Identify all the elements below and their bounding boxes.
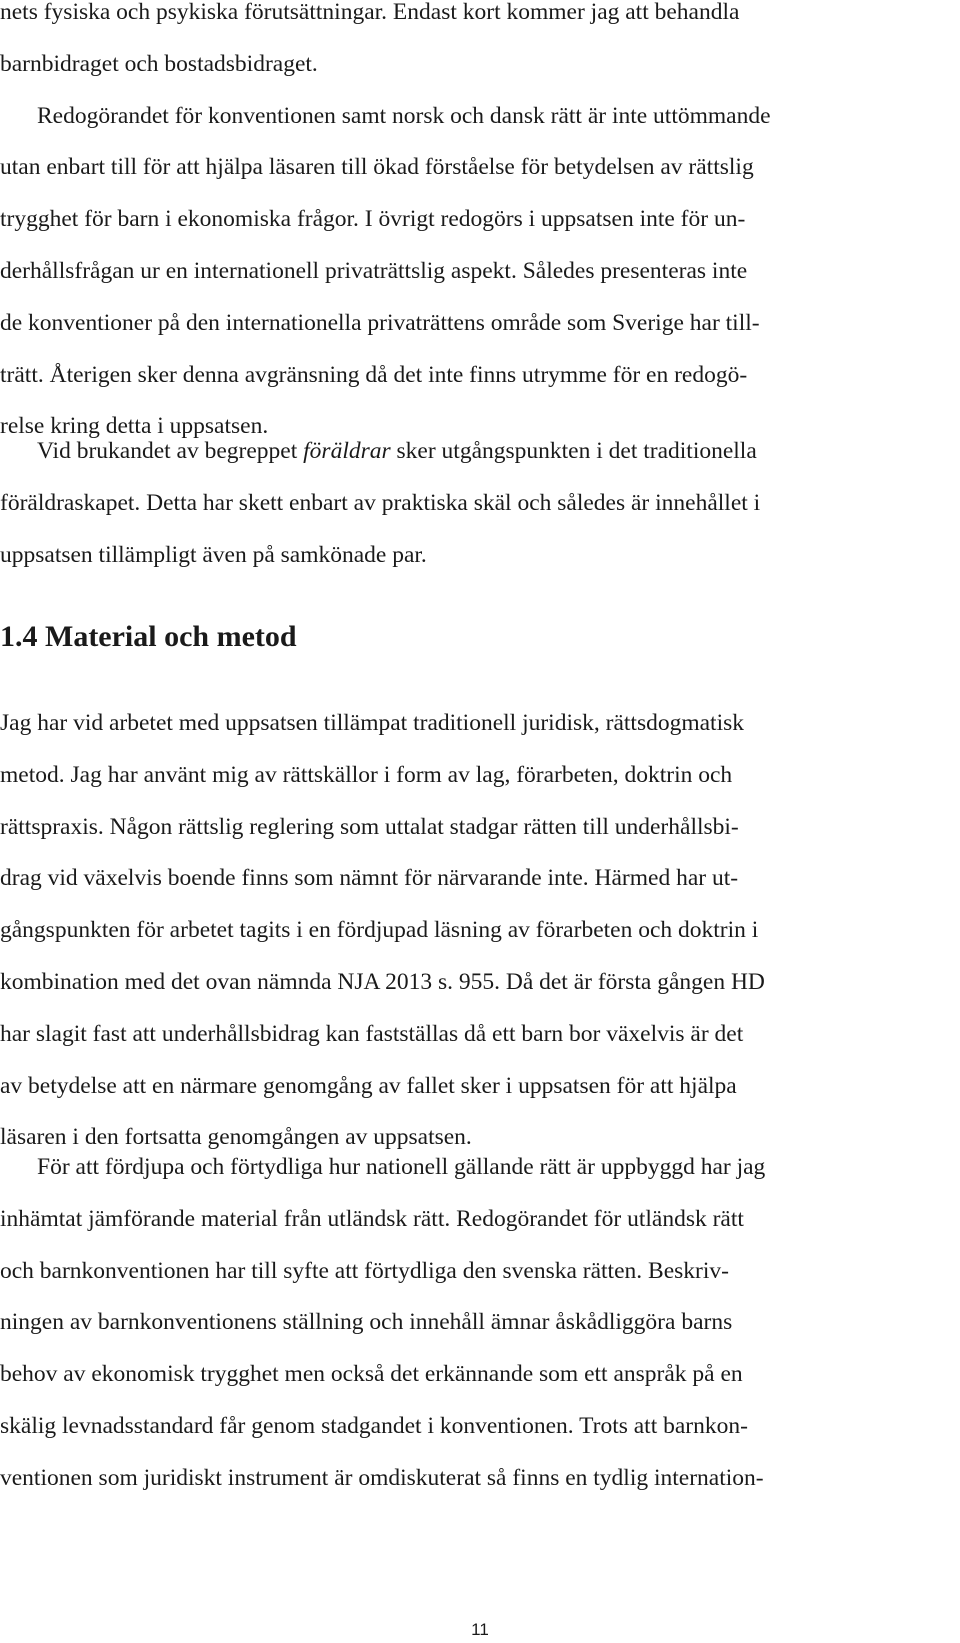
text-line: trygghet för barn i ekonomiska frågor. I övrigt redogörs i uppsatsen inte för un- xyxy=(0,206,746,233)
text-line: relse kring detta i uppsatsen. xyxy=(0,413,269,440)
text-line: de konventioner på den internationella privaträttens område som Sverige har till- xyxy=(0,309,760,336)
text-line: behov av ekonomisk trygghet men också det erkännande som ett anspråk på en xyxy=(0,1361,743,1388)
text-line: uppsatsen tillämpligt även på samkönade par. xyxy=(0,541,427,568)
paragraph-comparative xyxy=(0,1142,950,1505)
text-line: nets fysiska och psykiska förutsättningar. Endast kort kommer jag att behandla xyxy=(0,0,740,25)
text-line: föräldraskapet. Detta har skett enbart av praktiska skäl och således är innehållet i xyxy=(0,489,761,516)
text-line: kombination med det ovan nämnda NJA 2013 s. 955. Då det är första gången HD xyxy=(0,968,765,995)
text-line-end: sker utgångspunkten i det traditionella xyxy=(390,438,757,464)
text-line: läsaren i den fortsatta genomgången av uppsatsen. xyxy=(0,1124,472,1151)
text-line: trätt. Återigen sker denna avgränsning då det inte finns utrymme för en redogö- xyxy=(0,361,748,388)
text-line: av betydelse att en närmare genomgång av fallet sker i uppsatsen för att hjälpa xyxy=(0,1072,737,1099)
text-line: metod. Jag har använt mig av rättskällor i form av lag, förarbeten, doktrin och xyxy=(0,761,733,788)
text-line-start: Vid brukandet av begreppet xyxy=(37,438,304,464)
text-line: har slagit fast att underhållsbidrag kan fastställas då ett barn bor växelvis är det xyxy=(0,1020,744,1047)
paragraph-scope xyxy=(0,0,950,453)
text-line: Redogörandet för konventionen samt norsk och dansk rätt är inte uttömmande xyxy=(37,102,771,129)
text-line: drag vid växelvis boende finns som nämnt för närvarande inte. Härmed har ut- xyxy=(0,865,739,892)
text-line: För att fördjupa och förtydliga hur nationell gällande rätt är uppbyggd har jag xyxy=(37,1154,766,1180)
text-line: Jag har vid arbetet med uppsatsen tillämpat traditionell juridisk, rättsdogmatisk xyxy=(0,710,745,736)
page-number: 11 xyxy=(471,1620,489,1639)
italic-term: föräldrar xyxy=(303,438,391,464)
text-line: rättspraxis. Någon rättslig reglering som uttalat stadgar rätten till underhållsbi- xyxy=(0,813,739,840)
section-heading: 1.4 Material och metod xyxy=(0,620,297,653)
paragraph-terminology xyxy=(0,426,950,581)
text-line: barnbidraget och bostadsbidraget. xyxy=(0,50,318,77)
paragraph-method xyxy=(0,698,950,1164)
text-line: gångspunkten för arbetet tagits i en fördjupad läsning av förarbeten och doktrin i xyxy=(0,917,759,944)
text-line: inhämtat jämförande material från utländsk rätt. Redogörandet för utländsk rätt xyxy=(0,1205,744,1232)
text-line: ningen av barnkonventionens ställning och innehåll ämnar åskådliggöra barns xyxy=(0,1309,733,1336)
text-line: ventionen som juridiskt instrument är omdiskuterat så finns en tydlig internation- xyxy=(0,1464,764,1491)
text-line: utan enbart till för att hjälpa läsaren till ökad förståelse för betydelsen av rättslig xyxy=(0,154,754,181)
text-line: derhållsfrågan ur en internationell privaträttslig aspekt. Således presenteras inte xyxy=(0,257,748,284)
text-line: och barnkonventionen har till syfte att förtydliga den svenska rätten. Beskriv- xyxy=(0,1257,729,1284)
text-line: skälig levnadsstandard får genom stadgandet i konventionen. Trots att barnkon- xyxy=(0,1412,748,1439)
